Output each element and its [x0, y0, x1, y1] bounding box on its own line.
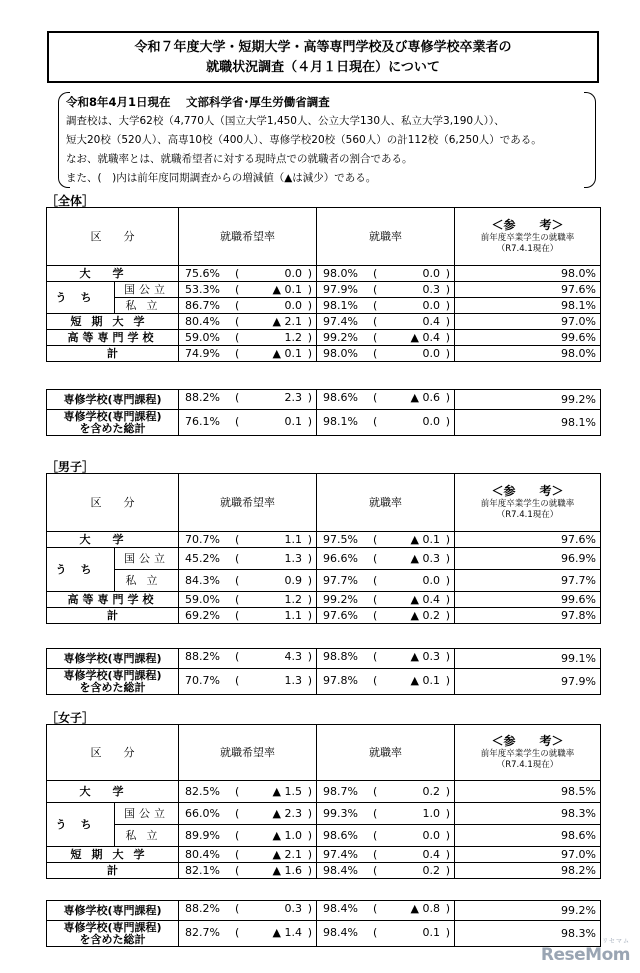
kibou-cell: 80.4% ( ▲ 2.1 ): [179, 314, 317, 330]
row-label-shiritsu: 私立: [115, 825, 179, 847]
table-header-row: [47, 474, 601, 532]
table-male: [46, 473, 601, 624]
table-row: [47, 669, 601, 695]
row-label-kokkoritsu: 国公立: [115, 803, 179, 825]
table-row: [47, 390, 601, 410]
rate-cell: 98.8% ( ▲ 0.3 ): [317, 649, 455, 669]
table-row: [47, 410, 601, 436]
table-row: [47, 266, 601, 282]
table-header-row: [47, 208, 601, 266]
title-line-2: 就職状況調査（４月１日現在）について: [206, 60, 440, 75]
header-rate: 就職率: [317, 474, 455, 532]
rate-cell: 97.5% ( ▲ 0.1 ): [317, 532, 455, 548]
table-row: [47, 592, 601, 608]
rate-cell: 97.7% ( 0.0 ): [317, 570, 455, 592]
rate-cell: 97.9% ( 0.3 ): [317, 282, 455, 298]
logo-sub: リセマム: [602, 938, 630, 945]
rate-cell: 97.6% ( ▲ 0.2 ): [317, 608, 455, 624]
ref-cell: 98.3%: [455, 803, 601, 825]
section-label-female: ［女子］: [46, 711, 95, 725]
row-label-daigaku: 大学: [47, 266, 179, 282]
rate-cell: 98.0% ( 0.0 ): [317, 346, 455, 362]
rate-cell: 98.6% ( ▲ 0.6 ): [317, 390, 455, 410]
table-row: [47, 608, 601, 624]
kibou-cell: 88.2% ( 2.3 ): [179, 390, 317, 410]
kibou-cell: 69.2% ( 1.1 ): [179, 608, 317, 624]
rate-cell: 99.3% ( 1.0 ): [317, 803, 455, 825]
row-label-total: 専修学校(専門課程) を含めた総計: [47, 921, 179, 947]
row-label-senshu: 専修学校(専門課程): [47, 390, 179, 410]
kibou-cell: 88.2% ( 4.3 ): [179, 649, 317, 669]
kibou-cell: 59.0% ( 1.2 ): [179, 330, 317, 346]
ref-cell: 97.6%: [455, 282, 601, 298]
row-label-kosen: 高等専門学校: [47, 592, 179, 608]
row-label-uchi: うち: [47, 282, 115, 314]
info-line-1: 調査校は、大学62校（4,770人（国立大学1,450人、公立大学130人、私立大学3,190人））、: [66, 115, 505, 127]
ref-cell: 98.2%: [455, 863, 601, 879]
header-kubun: 区 分: [47, 208, 179, 266]
kibou-cell: 86.7% ( 0.0 ): [179, 298, 317, 314]
header-kibou: 就職希望率: [179, 474, 317, 532]
rate-cell: 98.4% ( 0.2 ): [317, 863, 455, 879]
logo-main: ReseMom: [540, 945, 630, 965]
table-female-senshu: [46, 900, 601, 947]
rate-cell: 98.4% ( ▲ 0.8 ): [317, 901, 455, 921]
survey-info: [58, 92, 596, 190]
row-label-kei: 計: [47, 346, 179, 362]
rate-cell: 97.4% ( 0.4 ): [317, 847, 455, 863]
header-kibou: 就職希望率: [179, 208, 317, 266]
info-line-4: また、( )内は前年度同期調査からの増減値（▲は減少）である。: [66, 172, 377, 184]
table-row: [47, 346, 601, 362]
kibou-cell: 82.7% ( ▲ 1.4 ): [179, 921, 317, 947]
row-label-senshu: 専修学校(専門課程): [47, 649, 179, 669]
header-kubun: 区 分: [47, 725, 179, 781]
header-ref-title: ＜参 考＞: [491, 218, 564, 232]
kibou-cell: 70.7% ( 1.1 ): [179, 532, 317, 548]
kibou-cell: 70.7% ( 1.3 ): [179, 669, 317, 695]
row-label-uchi: うち: [47, 548, 115, 592]
ref-cell: 98.6%: [455, 825, 601, 847]
right-bracket: [584, 92, 596, 188]
kibou-cell: 80.4% ( ▲ 2.1 ): [179, 847, 317, 863]
kibou-cell: 82.1% ( ▲ 1.6 ): [179, 863, 317, 879]
rate-cell: 98.1% ( 0.0 ): [317, 298, 455, 314]
kibou-cell: 45.2% ( 1.3 ): [179, 548, 317, 570]
rate-cell: 98.0% ( 0.0 ): [317, 266, 455, 282]
ref-cell: 98.3%: [455, 921, 601, 947]
ref-cell: 97.0%: [455, 847, 601, 863]
table-row: [47, 847, 601, 863]
row-label-shiritsu: 私立: [115, 298, 179, 314]
row-label-uchi: うち: [47, 803, 115, 847]
table-row: [47, 282, 601, 298]
rate-cell: 98.1% ( 0.0 ): [317, 410, 455, 436]
table-row: [47, 570, 601, 592]
table-row: [47, 649, 601, 669]
info-line-2: 短大20校（520人）、高専10校（400人）、専修学校20校（560人）の計112校（6,250人）である。: [66, 134, 542, 146]
row-label-kosen: 高等専門学校: [47, 330, 179, 346]
rate-cell: 99.2% ( ▲ 0.4 ): [317, 592, 455, 608]
document-title: [47, 31, 599, 83]
ref-cell: 99.6%: [455, 592, 601, 608]
table-all-senshu: [46, 389, 601, 436]
table-row: [47, 803, 601, 825]
table-row: [47, 901, 601, 921]
header-reference: [455, 208, 601, 266]
table-row: [47, 314, 601, 330]
row-label-total: 専修学校(専門課程) を含めた総計: [47, 669, 179, 695]
row-label-tanki: 短期大学: [47, 847, 179, 863]
ref-cell: 97.7%: [455, 570, 601, 592]
header-kubun: 区 分: [47, 474, 179, 532]
header-reference: ＜参 考＞ 前年度卒業学生の就職率 （R7.4.1現在）: [455, 474, 601, 532]
kibou-cell: 59.0% ( 1.2 ): [179, 592, 317, 608]
table-row: [47, 532, 601, 548]
ref-cell: 97.0%: [455, 314, 601, 330]
kibou-cell: 75.6% ( 0.0 ): [179, 266, 317, 282]
row-label-shiritsu: 私立: [115, 570, 179, 592]
row-label-kokkoritsu: 国公立: [115, 548, 179, 570]
table-row: [47, 921, 601, 947]
ref-cell: 98.5%: [455, 781, 601, 803]
kibou-cell: 53.3% ( ▲ 0.1 ): [179, 282, 317, 298]
header-rate: 就職率: [317, 725, 455, 781]
table-all: [46, 207, 601, 362]
table-row: [47, 298, 601, 314]
ref-cell: 99.2%: [455, 390, 601, 410]
ref-cell: 97.9%: [455, 669, 601, 695]
kibou-cell: 76.1% ( 0.1 ): [179, 410, 317, 436]
section-label-all: ［全体］: [46, 194, 95, 208]
rate-cell: 98.7% ( 0.2 ): [317, 781, 455, 803]
row-label-daigaku: 大学: [47, 532, 179, 548]
table-row: [47, 863, 601, 879]
title-line-1: 令和７年度大学・短期大学・高等専門学校及び専修学校卒業者の: [134, 40, 512, 55]
ref-cell: 98.1%: [455, 298, 601, 314]
rate-cell: 97.8% ( ▲ 0.1 ): [317, 669, 455, 695]
header-rate: 就職率: [317, 208, 455, 266]
section-label-male: ［男子］: [46, 460, 95, 474]
table-female: [46, 724, 601, 879]
ref-cell: 98.0%: [455, 346, 601, 362]
rate-cell: 99.2% ( ▲ 0.4 ): [317, 330, 455, 346]
header-ref-sub1: 前年度卒業学生の就職率: [480, 233, 575, 243]
ref-cell: 99.6%: [455, 330, 601, 346]
header-reference: ＜参 考＞ 前年度卒業学生の就職率 （R7.4.1現在）: [455, 725, 601, 781]
ref-cell: 97.6%: [455, 532, 601, 548]
rate-cell: 98.4% ( 0.1 ): [317, 921, 455, 947]
kibou-cell: 66.0% ( ▲ 2.3 ): [179, 803, 317, 825]
ref-cell: 97.8%: [455, 608, 601, 624]
row-label-tanki: 短期大学: [47, 314, 179, 330]
kibou-cell: 74.9% ( ▲ 0.1 ): [179, 346, 317, 362]
table-row: [47, 781, 601, 803]
ref-cell: 98.1%: [455, 410, 601, 436]
info-line-3: なお、就職率とは、就職希望者に対する現時点での就職者の割合である。: [66, 153, 413, 165]
ref-cell: 96.9%: [455, 548, 601, 570]
row-label-total: 専修学校(専門課程) を含めた総計: [47, 410, 179, 436]
rate-cell: 97.4% ( 0.4 ): [317, 314, 455, 330]
kibou-cell: 84.3% ( 0.9 ): [179, 570, 317, 592]
rate-cell: 98.6% ( 0.0 ): [317, 825, 455, 847]
table-row: [47, 330, 601, 346]
ref-cell: 99.2%: [455, 901, 601, 921]
kibou-cell: 82.5% ( ▲ 1.5 ): [179, 781, 317, 803]
resemom-logo: [541, 936, 630, 965]
table-male-senshu: [46, 648, 601, 695]
ref-cell: 99.1%: [455, 649, 601, 669]
rate-cell: 96.6% ( ▲ 0.3 ): [317, 548, 455, 570]
row-label-kei: 計: [47, 863, 179, 879]
kibou-cell: 89.9% ( ▲ 1.0 ): [179, 825, 317, 847]
table-header-row: [47, 725, 601, 781]
row-label-daigaku: 大学: [47, 781, 179, 803]
info-date: 令和8年4月1日現在 文部科学省･厚生労働省調査: [66, 95, 330, 109]
table-row: [47, 825, 601, 847]
ref-cell: 98.0%: [455, 266, 601, 282]
row-label-kei: 計: [47, 608, 179, 624]
header-ref-sub2: （R7.4.1現在）: [496, 244, 559, 254]
kibou-cell: 88.2% ( 0.3 ): [179, 901, 317, 921]
table-row: [47, 548, 601, 570]
row-label-kokkoritsu: 国公立: [115, 282, 179, 298]
row-label-senshu: 専修学校(専門課程): [47, 901, 179, 921]
header-kibou: 就職希望率: [179, 725, 317, 781]
